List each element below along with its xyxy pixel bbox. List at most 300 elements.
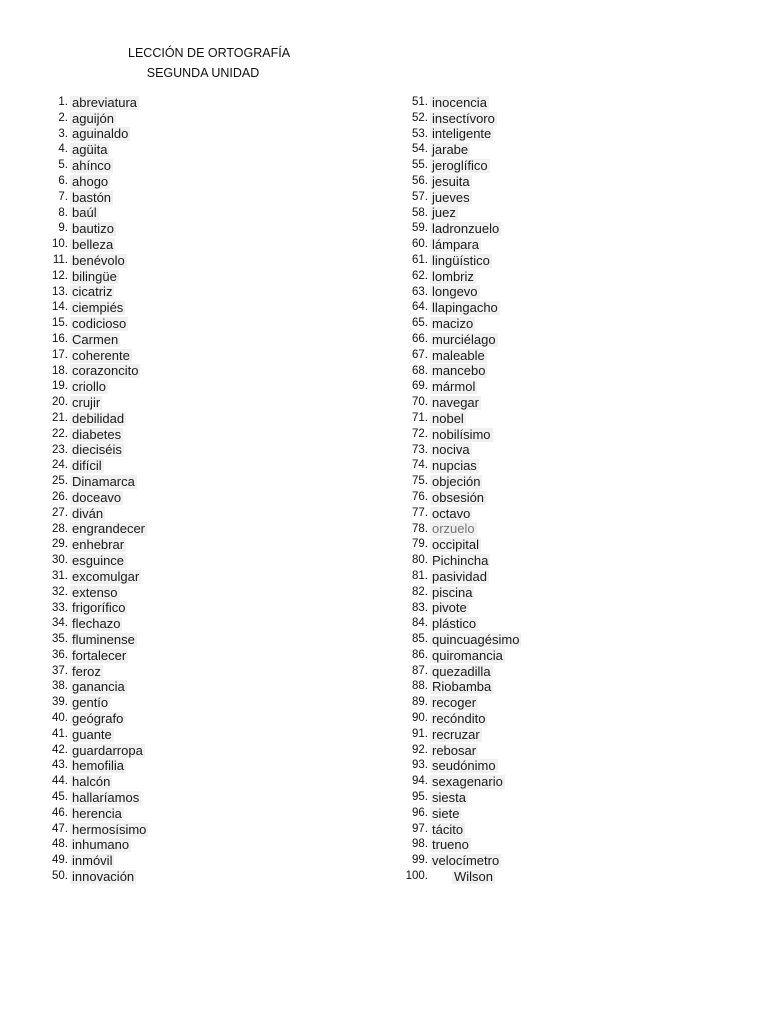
item-number: 60. [412,238,428,251]
spelling-word: guante [72,726,112,742]
spelling-word: insectívoro [432,110,495,126]
list-item [390,758,730,774]
item-number: 10. [52,238,68,251]
list-item [390,727,730,743]
spelling-word: ladronzuelo [432,221,500,237]
list-item [30,758,360,774]
spelling-word: doceavo [72,489,122,505]
item-number: 74. [412,459,428,472]
list-item [390,522,730,538]
list-item [390,490,730,506]
spelling-word: inhumano [72,837,130,853]
list-item [390,743,730,759]
list-item [390,395,730,411]
spelling-word: mancebo [432,363,486,379]
list-item [30,379,360,395]
item-number: 93. [412,759,428,772]
spelling-word: sexagenario [432,774,503,790]
list-item [30,158,360,174]
list-item [390,569,730,585]
list-item [390,806,730,822]
list-item [30,790,360,806]
spelling-word: flechazo [72,616,121,632]
item-number: 86. [412,648,428,661]
list-item [30,269,360,285]
spelling-word: navegar [432,395,479,411]
item-number: 39. [52,696,68,709]
list-item [30,332,360,348]
list-item [30,585,360,601]
list-item [390,300,730,316]
spelling-word: Pichincha [432,553,489,568]
item-number: 33. [52,601,68,614]
item-number: 81. [412,569,428,582]
item-number: 23. [52,443,68,456]
list-item [30,221,360,237]
list-item [30,837,360,853]
spelling-word: feroz [72,663,101,679]
list-item [390,506,730,522]
list-item [30,569,360,585]
list-item [30,348,360,364]
list-item [30,253,360,269]
item-number: 37. [52,664,68,677]
list-item [390,379,730,395]
item-number: 89. [412,696,428,709]
item-number: 70. [412,396,428,409]
list-item [390,648,730,664]
list-item [390,174,730,190]
list-item [30,443,360,459]
list-item [390,553,730,569]
list-item [390,601,730,617]
list-item [390,348,730,364]
list-item [30,853,360,869]
list-item [30,506,360,522]
item-number: 79. [412,538,428,551]
spelling-word: pivote [432,600,467,616]
item-number: 67. [412,348,428,361]
spelling-word: Riobamba [432,679,492,695]
list-item [30,474,360,490]
title-line-2: SEGUNDA UNIDAD [146,66,260,80]
list-item [390,474,730,490]
list-item [390,679,730,695]
item-number: 25. [52,475,68,488]
item-number: 59. [412,222,428,235]
spelling-word: criollo [72,379,106,395]
spelling-word: fortalecer [72,647,127,663]
item-number: 72. [412,427,428,440]
spelling-word: hemofilia [72,758,125,774]
item-number: 83. [412,601,428,614]
spelling-word: esguince [72,553,125,568]
item-number: 16. [52,332,68,345]
list-item [390,711,730,727]
item-number: 9. [58,222,68,235]
item-number: 7. [58,190,68,203]
item-number: 55. [412,159,428,172]
list-item [30,537,360,553]
item-number: 35. [52,633,68,646]
list-item [390,95,730,111]
spelling-word: Dinamarca [72,474,135,490]
item-number: 32. [52,585,68,598]
list-item [390,285,730,301]
item-number: 46. [52,806,68,819]
list-item [30,395,360,411]
item-number: 30. [52,554,68,567]
list-item [390,142,730,158]
list-item [390,869,730,885]
item-number: 15. [52,317,68,330]
item-number: 95. [412,791,428,804]
item-number: 98. [412,838,428,851]
item-number: 28. [52,522,68,535]
item-number: 13. [52,285,68,298]
spelling-word: inmóvil [72,853,113,869]
spelling-word: engrandecer [72,521,145,537]
list-item [390,790,730,806]
spelling-word: hallaríamos [72,789,140,805]
spelling-word: jarabe [432,142,469,158]
item-number: 65. [412,317,428,330]
list-item [30,553,360,569]
list-item [30,285,360,301]
list-item [390,253,730,269]
page-title [128,43,291,83]
list-item [390,443,730,459]
spelling-word: siete [432,805,460,821]
spelling-word: excomulgar [72,568,140,584]
spelling-word: quiromancia [432,647,503,663]
list-item [390,695,730,711]
list-item [30,411,360,427]
item-number: 73. [412,443,428,456]
list-item [30,174,360,190]
item-number: 38. [52,680,68,693]
item-number: 22. [52,427,68,440]
list-item [30,190,360,206]
list-item [30,601,360,617]
list-item [390,269,730,285]
item-number: 82. [412,585,428,598]
spelling-word: debilidad [72,410,125,426]
item-number: 99. [412,854,428,867]
spelling-word: aguinaldo [72,126,129,142]
spelling-word: difícil [72,458,102,474]
list-item [30,458,360,474]
list-item [390,111,730,127]
item-number: 49. [52,854,68,867]
item-number: 68. [412,364,428,377]
item-number: 92. [412,743,428,756]
item-number: 4. [58,143,68,156]
spelling-word: jueves [432,189,470,205]
item-number: 57. [412,190,428,203]
spelling-word: inocencia [432,94,487,110]
list-item [30,869,360,885]
list-item [30,111,360,127]
spelling-word: innovación [72,868,135,884]
item-number: 31. [52,569,68,582]
spelling-word: ganancia [72,679,125,695]
list-item [30,727,360,743]
item-number: 20. [52,396,68,409]
item-number: 97. [412,822,428,835]
spelling-word: bastón [72,189,112,205]
spelling-word: halcón [72,774,111,790]
list-item [390,364,730,380]
item-number: 61. [412,253,428,266]
item-number: 36. [52,648,68,661]
spelling-word: dieciséis [72,442,122,458]
word-list-left [30,95,360,885]
item-number: 87. [412,664,428,677]
list-item [30,616,360,632]
item-number: 53. [412,127,428,140]
spelling-word: piscina [432,584,473,600]
spelling-word: gentío [72,695,109,711]
item-number: 54. [412,143,428,156]
list-item [390,458,730,474]
spelling-word: ahogo [72,173,109,189]
list-item [30,300,360,316]
spelling-word: jesuita [432,173,470,189]
item-number: 43. [52,759,68,772]
list-item [30,743,360,759]
spelling-word: macizo [432,316,474,332]
item-number: 44. [52,775,68,788]
item-number: 77. [412,506,428,519]
item-number: 6. [58,174,68,187]
spelling-word: seudónimo [432,758,496,774]
list-item [30,522,360,538]
spelling-word: fluminense [72,631,135,647]
list-item [390,332,730,348]
spelling-word: hermosísimo [72,821,147,837]
list-item [30,206,360,222]
list-item [390,316,730,332]
item-number: 48. [52,838,68,851]
spelling-word: lingüístico [432,252,490,268]
spelling-word: bilingüe [72,268,117,284]
list-item [390,190,730,206]
item-number: 8. [58,206,68,219]
list-item [30,695,360,711]
item-number: 17. [52,348,68,361]
spelling-word: nobel [432,410,464,426]
list-item [390,221,730,237]
spelling-word: juez [432,205,456,221]
spelling-word: quincuagésimo [432,631,520,647]
spelling-word: belleza [72,237,114,253]
list-item [30,679,360,695]
item-number: 75. [412,475,428,488]
title-line-1: LECCIÓN DE ORTOGRAFÍA [128,46,291,60]
list-item [30,237,360,253]
spelling-word: baúl [72,205,97,221]
list-item [30,822,360,838]
item-number: 26. [52,490,68,503]
item-number: 58. [412,206,428,219]
spelling-word: diván [72,505,104,521]
spelling-word: tácito [432,821,464,837]
spelling-word: enhebrar [72,537,125,553]
item-number: 2. [58,111,68,124]
item-number: 41. [52,727,68,740]
spelling-word: frigorífico [72,600,126,616]
list-item [390,774,730,790]
spelling-word: llapingacho [432,300,498,316]
list-item [390,237,730,253]
spelling-word: Wilson [454,868,494,884]
item-number: 14. [52,301,68,314]
list-item [30,806,360,822]
list-item [390,616,730,632]
spelling-word: cicatriz [72,284,113,300]
item-number: 56. [412,174,428,187]
item-number: 52. [412,111,428,124]
spelling-word: agüita [72,142,108,158]
spelling-word: ciempiés [72,300,124,316]
item-number: 90. [412,712,428,725]
list-item [30,142,360,158]
spelling-word: rebosar [432,742,477,758]
spelling-word: geógrafo [72,710,124,726]
item-number: 40. [52,712,68,725]
item-number: 94. [412,775,428,788]
spelling-word: mármol [432,379,476,395]
spelling-word: plástico [432,616,477,632]
list-item [30,316,360,332]
spelling-word: codicioso [72,316,127,332]
list-item [30,364,360,380]
item-number: 5. [58,159,68,172]
item-number: 19. [52,380,68,393]
list-item [390,127,730,143]
spelling-word: jeroglífico [432,158,488,174]
spelling-word: aguijón [72,110,114,126]
list-item [390,664,730,680]
list-item [390,585,730,601]
spelling-word: nobilísimo [432,426,491,442]
spelling-word: obsesión [432,489,485,505]
item-number: 51. [412,96,428,108]
item-number: 29. [52,538,68,551]
item-number: 78. [412,522,428,535]
item-number: 18. [52,364,68,377]
spelling-word: corazoncito [72,363,139,379]
spelling-word: longevo [432,284,478,300]
spelling-word: herencia [72,805,122,821]
item-number: 64. [412,301,428,314]
list-item [30,490,360,506]
spelling-word: pasividad [432,568,487,584]
item-number: 62. [412,269,428,282]
spelling-word: trueno [432,837,469,853]
spelling-word: diabetes [72,426,122,442]
spelling-word: lámpara [432,237,479,253]
list-item [30,95,360,111]
item-number: 100. [405,870,428,883]
list-item [30,664,360,680]
item-number: 84. [412,617,428,630]
item-number: 3. [58,127,68,140]
word-list-right [390,95,730,885]
spelling-word: orzuelo [432,521,475,537]
spelling-word: velocímetro [432,853,500,869]
item-number: 88. [412,680,428,693]
item-number: 47. [52,822,68,835]
spelling-word: nociva [432,442,470,458]
spelling-word: inteligente [432,126,492,142]
item-number: 66. [412,332,428,345]
list-item [390,206,730,222]
spelling-word: nupcias [432,458,477,474]
spelling-word: recruzar [432,726,480,742]
spelling-word: objeción [432,474,481,490]
spelling-word: quezadilla [432,663,491,679]
spelling-word: Carmen [72,331,119,347]
item-number: 11. [52,253,68,266]
spelling-word: murciélago [432,331,496,347]
spelling-word: lombriz [432,268,474,284]
item-number: 91. [412,727,428,740]
item-number: 12. [52,269,68,282]
spelling-word: bautizo [72,221,114,237]
list-item [30,711,360,727]
list-item [390,158,730,174]
item-number: 24. [52,459,68,472]
item-number: 69. [412,380,428,393]
list-item [390,853,730,869]
item-number: 1. [58,96,68,108]
spelling-word: crujir [72,395,101,411]
spelling-word: siesta [432,789,466,805]
list-item [30,632,360,648]
list-item [390,837,730,853]
item-number: 71. [412,411,428,424]
item-number: 85. [412,633,428,646]
list-item [390,822,730,838]
list-item [390,632,730,648]
list-item [30,774,360,790]
spelling-word: benévolo [72,252,125,268]
item-number: 63. [412,285,428,298]
spelling-word: guardarropa [72,742,143,758]
spelling-word: octavo [432,505,471,521]
spelling-word: abreviatura [72,94,138,110]
item-number: 42. [52,743,68,756]
spelling-word: ahínco [72,158,112,174]
spelling-word: maleable [432,347,485,363]
spelling-word: extenso [72,584,118,600]
spelling-word: occipital [432,537,479,553]
item-number: 96. [412,806,428,819]
item-number: 76. [412,490,428,503]
list-item [390,411,730,427]
item-number: 50. [52,870,68,883]
list-item [390,537,730,553]
list-item [30,427,360,443]
item-number: 34. [52,617,68,630]
spelling-word: recoger [432,695,477,711]
spelling-word: recóndito [432,710,486,726]
list-item [390,427,730,443]
spelling-word: coherente [72,347,130,363]
list-item [30,648,360,664]
